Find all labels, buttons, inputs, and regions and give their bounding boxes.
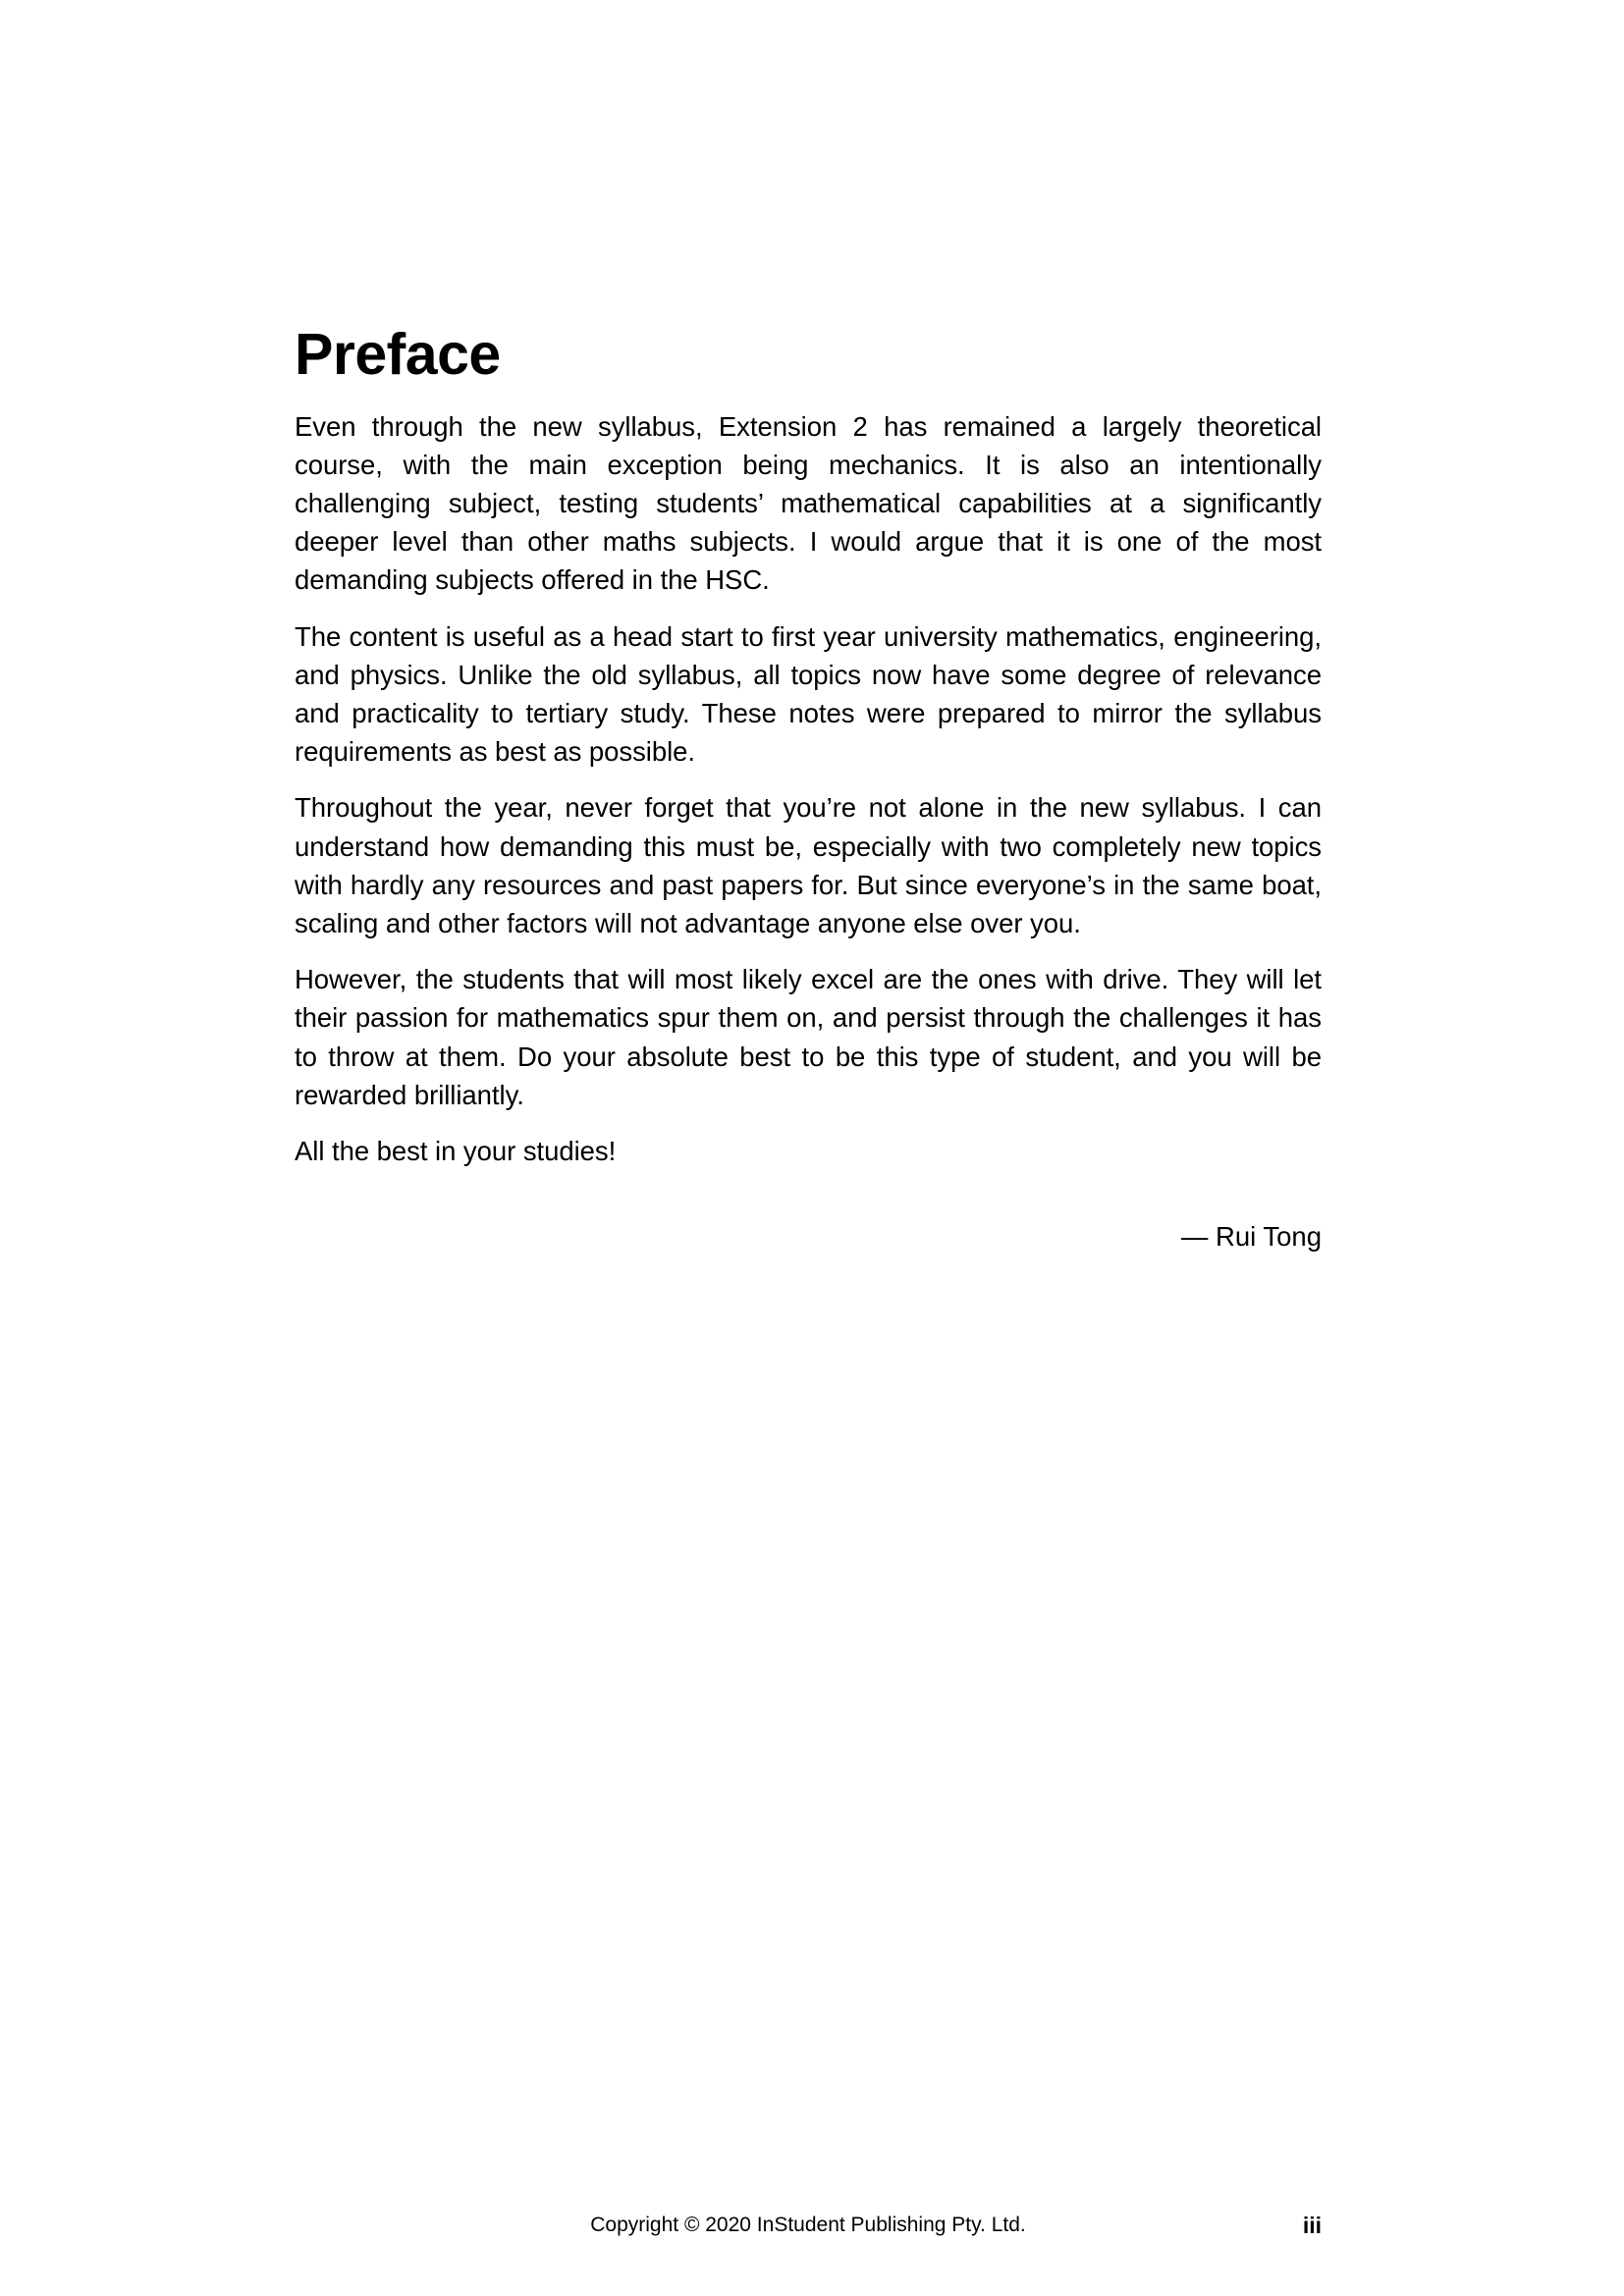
author-signature: — Rui Tong: [1180, 1221, 1322, 1253]
footer-page-number: iii: [1302, 2213, 1322, 2238]
body-paragraph-3: Throughout the year, never forget that you’re not alone in the new syllabus. I can understand how demanding this must be, especially with two completely new topics with hardly any resources and past papers for. But since everyone’s in the same boat, scaling and other factors will not advantage anyone else over you.: [295, 792, 1322, 938]
preface-content: [295, 324, 1322, 1255]
page-footer: [295, 2211, 1322, 2250]
footer-copyright: Copyright © 2020 InStudent Publishing Pty. Ltd.: [590, 2214, 1026, 2236]
body-paragraph-2: The content is useful as a head start to first year university mathematics, engineering, and physics. Unlike the old syllabus, all topics now have some degree of relevance and practicality to tertiary study. These notes were prepared to mirror the syllabus requirements as best as possible.: [295, 620, 1322, 768]
body-paragraph-4: However, the students that will most likely excel are the ones with drive. They will let their passion for mathematics spur them on, and persist through the challenges it has to throw at them. Do your absolute best to be this type of student, and you will be rewarded brilliantly.: [295, 964, 1322, 1110]
page-title: Preface: [295, 322, 501, 387]
closing-line: All the best in your studies!: [295, 1135, 617, 1166]
body-paragraph-1: Even through the new syllabus, Extension 2 has remained a largely theoretical course, with the main exception being mechanics. It is also an intentionally challenging subject, testing students’ mathematical capabilities at a significantly deeper level than other maths subjects. I would argue that it is one of the most demanding subjects offered in the HSC.: [295, 410, 1322, 596]
